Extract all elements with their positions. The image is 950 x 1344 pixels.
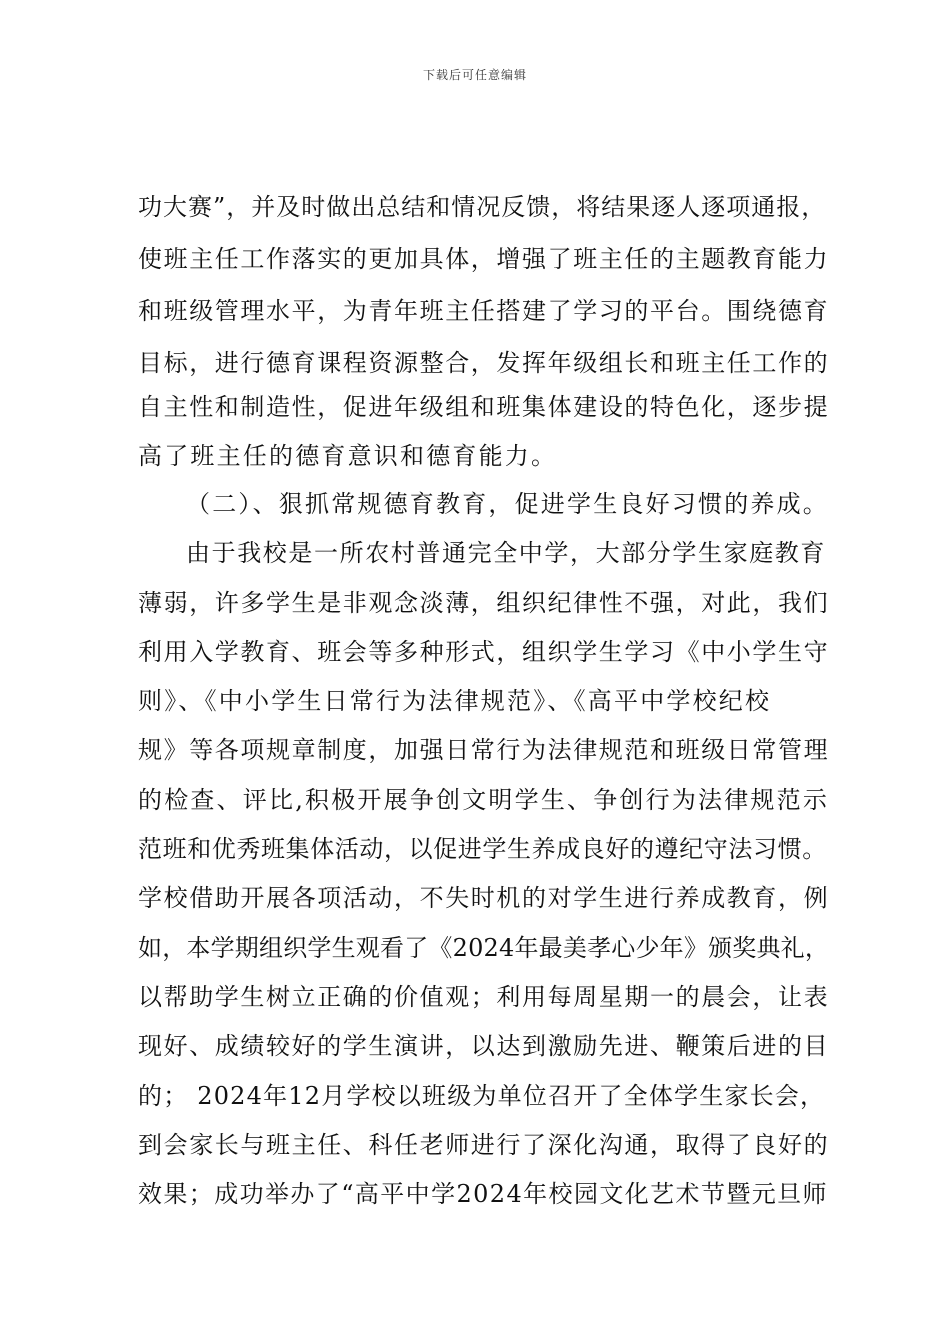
text-line: 高了班主任的德育意识和德育能力。 xyxy=(138,442,558,470)
page-header: 下载后可任意编辑 xyxy=(422,68,527,82)
text-line: 和班级管理水平，为青年班主任搭建了学习的平台。围绕德育 xyxy=(138,297,830,325)
text-line: 如，本学期组织学生观看了《2024年最美孝心少年》颁奖典礼， xyxy=(138,934,830,962)
text-line: 使班主任工作落实的更加具体，增强了班主任的主题教育能力 xyxy=(138,245,830,273)
text-line: 则》、《中小学生日常行为法律规范》、《高平中学校纪校 xyxy=(138,687,772,715)
text-line: 学校借助开展各项活动，不失时机的对学生进行养成教育，例 xyxy=(138,884,830,912)
text-line: 功大赛”，并及时做出总结和情况反馈，将结果逐人逐项通报， xyxy=(138,193,827,221)
text-line: 的检查、评比,积极开展争创文明学生、争创行为法律规范示 xyxy=(138,786,830,814)
text-line: 的； 2024年12月学校以班级为单位召开了全体学生家长会， xyxy=(138,1082,826,1110)
section-heading: （二）、狠抓常规德育教育，促进学生良好习惯的养成。 xyxy=(186,490,829,518)
text-line: 由于我校是一所农村普通完全中学，大部分学生家庭教育 xyxy=(186,539,826,567)
text-line: 效果；成功举办了“高平中学2024年校园文化艺术节暨元旦师 xyxy=(138,1180,828,1208)
text-line: 目标，进行德育课程资源整合，发挥年级组长和班主任工作的 xyxy=(138,349,830,377)
text-line: 薄弱，许多学生是非观念淡薄，组织纪律性不强，对此，我们 xyxy=(138,589,830,617)
text-line: 利用入学教育、班会等多种形式，组织学生学习《中小学生守 xyxy=(138,638,830,666)
text-line: 以帮助学生树立正确的价值观；利用每周星期一的晨会，让表 xyxy=(138,983,830,1011)
text-line: 现好、成绩较好的学生演讲，以达到激励先进、鞭策后进的目 xyxy=(138,1032,830,1060)
text-line: 自主性和制造性，促进年级组和班集体建设的特色化，逐步提 xyxy=(138,393,830,421)
text-line: 到会家长与班主任、科任老师进行了深化沟通，取得了良好的 xyxy=(138,1131,830,1159)
text-line: 范班和优秀班集体活动，以促进学生养成良好的遵纪守法习惯。 xyxy=(138,835,827,863)
text-line: 规》等各项规章制度，加强日常行为法律规范和班级日常管理 xyxy=(138,736,830,764)
